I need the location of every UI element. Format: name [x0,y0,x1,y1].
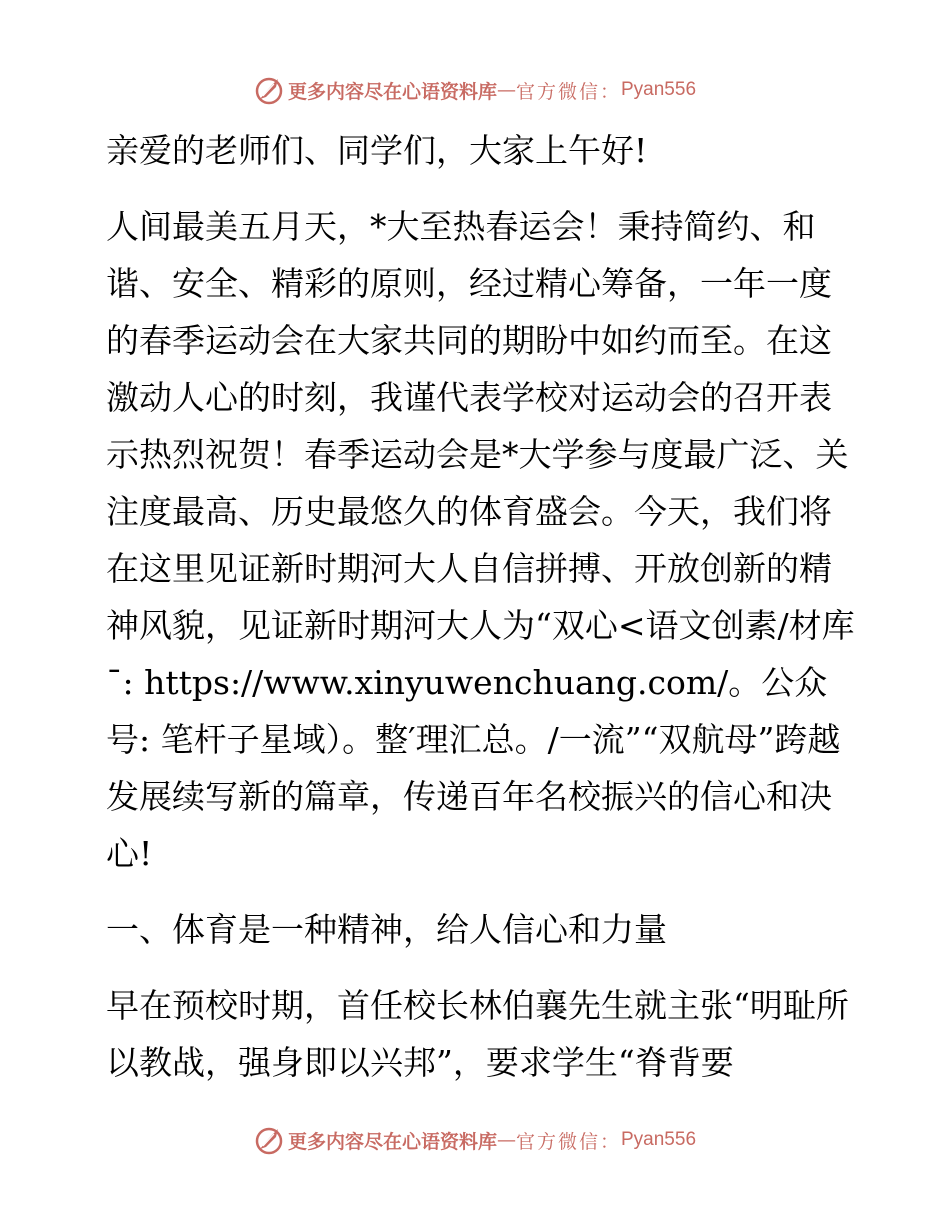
body-paragraph-1: 人间最美五月天，*大至热春运会！秉持简约、和谐、安全、精彩的原则，经过精心筹备，一年一度的春季运动会在大家共同的期盼中如约而至。在这激动人心的时刻，我谨代表学校对运动会的召开表示热烈祝贺！春季运动会是*大学参与度最广泛、关注度最高、历史最悠久的体育盛会。今天，我们将在这里见证新时期河大人自信拼搏、开放创新的精神风貌，见证新时期河大人为“双心<语文创素/材库¯: https://www.xinyuwenchuang.com/。公众号: 笔杆子星域）。整′理汇总。/一流”“双航母”跨越发展续写新的篇章，传递百年名校振兴的信心和决心! [106,207,855,873]
footer-banner [0,1120,950,1160]
body-paragraph-2: 早在预校时期，首任校长林伯襄先生就主张“明耻所以教战，强身即以兴邦”，要求学生“脊背要 [106,986,849,1082]
banner-wechat-id: Pyan556 [621,1129,697,1150]
quill-pen-logo-icon [254,75,284,105]
greeting-paragraph: 亲爱的老师们、同学们，大家上午好! [106,131,648,170]
banner-brand-text: 更多内容尽在心语资料库 [287,80,497,103]
banner-official-label: 官方微信： [515,1130,621,1153]
document-body [98,122,858,1091]
banner-separator: — [496,79,516,101]
section-heading-1: 一、体育是一种精神，给人信心和力量 [106,910,667,949]
header-banner [0,70,950,110]
banner-wechat-id: Pyan556 [621,79,697,100]
banner-official-label: 官方微信： [515,80,621,103]
banner-brand-text: 更多内容尽在心语资料库 [287,1130,497,1153]
quill-pen-logo-icon [254,1125,284,1155]
banner-separator: — [496,1129,516,1151]
